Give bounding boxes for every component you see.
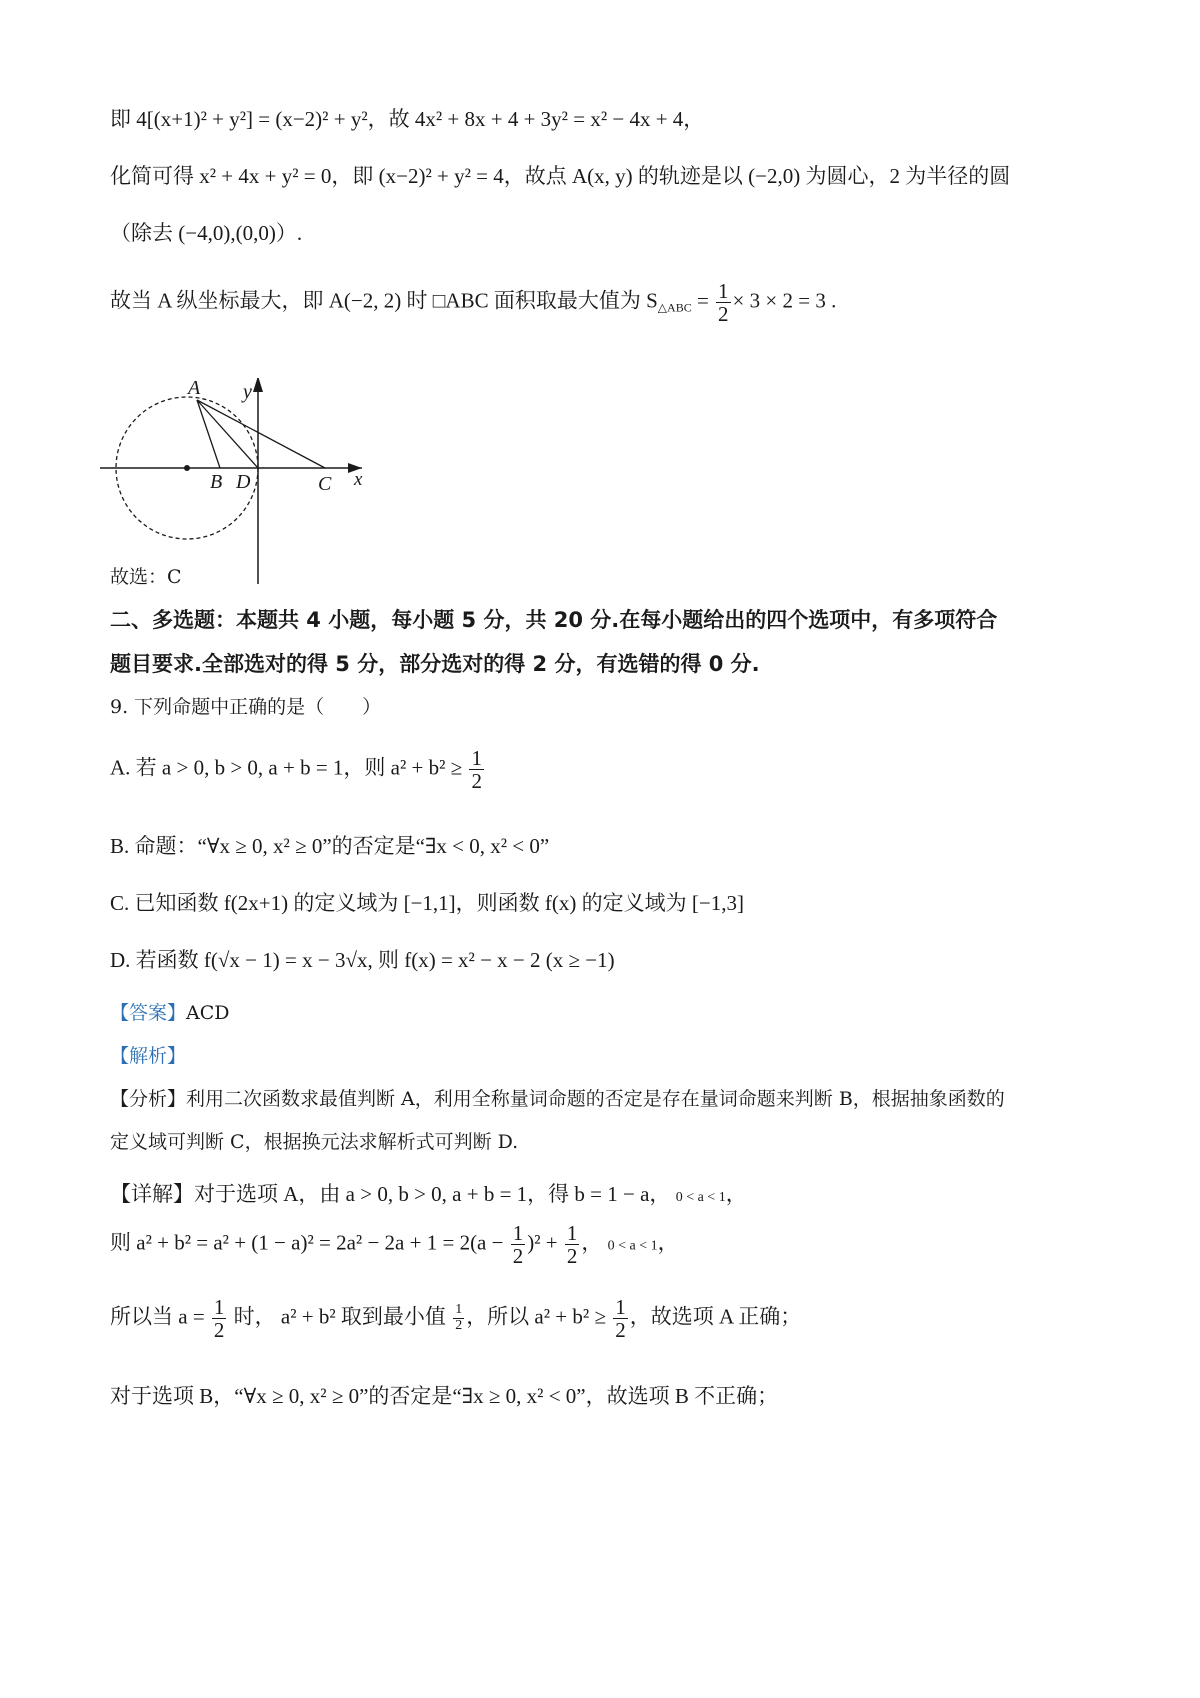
detail-text-1: 对于选项 A，由 a > 0, b > 0, a + b = 1，得 b = 1 − a， bbox=[194, 1182, 671, 1206]
fraction-numerator: 1 bbox=[455, 1302, 463, 1318]
fraction-numerator: 1 bbox=[512, 1221, 524, 1245]
equals-sign: = bbox=[691, 288, 715, 313]
answer-line bbox=[110, 998, 230, 1025]
x-axis-label: x bbox=[354, 469, 363, 490]
detail-tag: 【详解】 bbox=[110, 1182, 194, 1206]
fraction-denominator: 2 bbox=[718, 302, 729, 327]
point-C-label: C bbox=[318, 473, 332, 495]
detail-fraction-3 bbox=[212, 1296, 227, 1341]
option-A bbox=[110, 747, 486, 792]
derivation-line-1: 即 4[(x+1)² + y²] = (x−2)² + y²，故 4x² + 8x + 4 + 3y² = x² − 4x + 4， bbox=[110, 107, 705, 131]
point-A-label: A bbox=[188, 378, 201, 399]
detail-fraction-5 bbox=[613, 1296, 628, 1341]
max-area-line bbox=[110, 280, 836, 325]
section-heading-line-2: 题目要求.全部选对的得 5 分，部分选对的得 2 分，有选错的得 0 分. bbox=[110, 652, 760, 676]
fraction-denominator: 2 bbox=[455, 1318, 463, 1334]
max-area-text: 故当 A 纵坐标最大，即 A(−2, 2) 时 □ABC 面积取最大值为 S bbox=[110, 288, 658, 313]
max-area-result: × 3 × 2 = 3 . bbox=[732, 288, 837, 313]
detail-text-2b: )² + bbox=[527, 1230, 563, 1255]
fenxi-line-2: 定义域可判断 C，根据换元法求解析式可判断 D. bbox=[110, 1131, 519, 1153]
fenxi-text-1: 利用二次函数求最值判断 A，利用全称量词命题的否定是存在量词命题来判断 B，根据抽象函数的 bbox=[186, 1088, 1005, 1110]
area-subscript: △ABC bbox=[657, 300, 692, 315]
fraction-numerator: 1 bbox=[213, 1295, 225, 1319]
detail-text-3: 所以当 a = bbox=[110, 1304, 210, 1329]
option-B: B. 命题：“∀x ≥ 0, x² ≥ 0”的否定是“∃x < 0, x² < 0” bbox=[110, 834, 550, 858]
detail-line-4: 对于选项 B，“∀x ≥ 0, x² ≥ 0”的否定是“∃x ≥ 0, x² < 0”，故选项 B 不正确； bbox=[110, 1384, 779, 1408]
answer-value: ACD bbox=[186, 1002, 230, 1024]
answer-tag: 【答案】 bbox=[110, 1002, 187, 1024]
y-axis-arrow bbox=[253, 378, 263, 392]
detail-line-2: 则 a² + b² = a² + (1 − a)² = 2a² − 2a + 1 = 2(a − $\frac{1}{2}$ )² + $\frac{1}{2}$ ， 0 < a < 1， bbox=[110, 1221, 679, 1269]
circle-center-point bbox=[184, 465, 190, 471]
derivation-line-3: （除去 (−4,0),(0,0)）. bbox=[110, 221, 303, 245]
fraction-denominator: 2 bbox=[471, 769, 482, 794]
fraction-numerator: 1 bbox=[615, 1295, 626, 1319]
detail-end-1: ， bbox=[725, 1182, 747, 1206]
detail-text-2: 则 a² + b² = a² + (1 − a)² = 2a² − 2a + 1 = 2(a − bbox=[110, 1230, 509, 1255]
option-D: D. 若函数 f(√x − 1) = x − 3√x, 则 f(x) = x² − x − 2 (x ≥ −1) bbox=[110, 948, 615, 972]
point-B-label: B bbox=[210, 471, 223, 493]
detail-end-3: ，故选项 A 正确； bbox=[629, 1304, 802, 1329]
section-heading-line-1: 二、多选题：本题共 4 小题，每小题 5 分，共 20 分.在每小题给出的四个选项中，有多项符合 bbox=[110, 608, 998, 632]
detail-text-3b: 时， a² + b² 取到最小值 bbox=[228, 1304, 452, 1329]
fraction-denominator: 2 bbox=[512, 1244, 524, 1269]
fraction-denominator: 2 bbox=[566, 1244, 578, 1269]
option-A-fraction bbox=[469, 747, 484, 792]
y-axis-label: y bbox=[243, 381, 252, 403]
fraction-numerator: 1 bbox=[718, 279, 729, 303]
question-9-stem: 9. 下列命题中正确的是（ ） bbox=[110, 696, 382, 718]
fraction-denominator: 2 bbox=[213, 1318, 225, 1343]
fraction-half bbox=[716, 280, 731, 325]
fraction-numerator: 1 bbox=[471, 746, 482, 770]
circle-triangle-figure bbox=[100, 378, 400, 588]
fenxi-line-1 bbox=[110, 1084, 1005, 1111]
fenxi-tag: 【分析】 bbox=[110, 1088, 187, 1110]
detail-line-3 bbox=[110, 1296, 801, 1341]
detail-end-2: ， bbox=[657, 1230, 679, 1255]
point-D-label: D bbox=[236, 471, 251, 493]
detail-condition-2: 0 < a < 1 bbox=[607, 1238, 658, 1254]
detail-fraction-2 bbox=[565, 1222, 580, 1267]
option-A-text: A. 若 a > 0, b > 0, a + b = 1，则 a² + b² ≥ bbox=[110, 755, 468, 780]
detail-text-3c: ，所以 a² + b² ≥ bbox=[466, 1304, 612, 1329]
detail-line-1 bbox=[110, 1178, 747, 1208]
fraction-numerator: 1 bbox=[566, 1221, 578, 1245]
analysis-tag: 【解析】 bbox=[110, 1045, 187, 1067]
derivation-line-2: 化简可得 x² + 4x + y² = 0，即 (x−2)² + y² = 4，故点 A(x, y) 的轨迹是以 (−2,0) 为圆心，2 为半径的圆 bbox=[110, 164, 1011, 188]
detail-fraction-1 bbox=[511, 1222, 526, 1267]
detail-condition-1: 0 < a < 1 bbox=[675, 1190, 726, 1205]
detail-fraction-4 bbox=[453, 1303, 464, 1333]
fraction-denominator: 2 bbox=[615, 1318, 626, 1343]
previous-answer: 故选：C bbox=[110, 566, 182, 588]
option-C: C. 已知函数 f(2x+1) 的定义域为 [−1,1]，则函数 f(x) 的定义域为 [−1,3] bbox=[110, 891, 744, 915]
